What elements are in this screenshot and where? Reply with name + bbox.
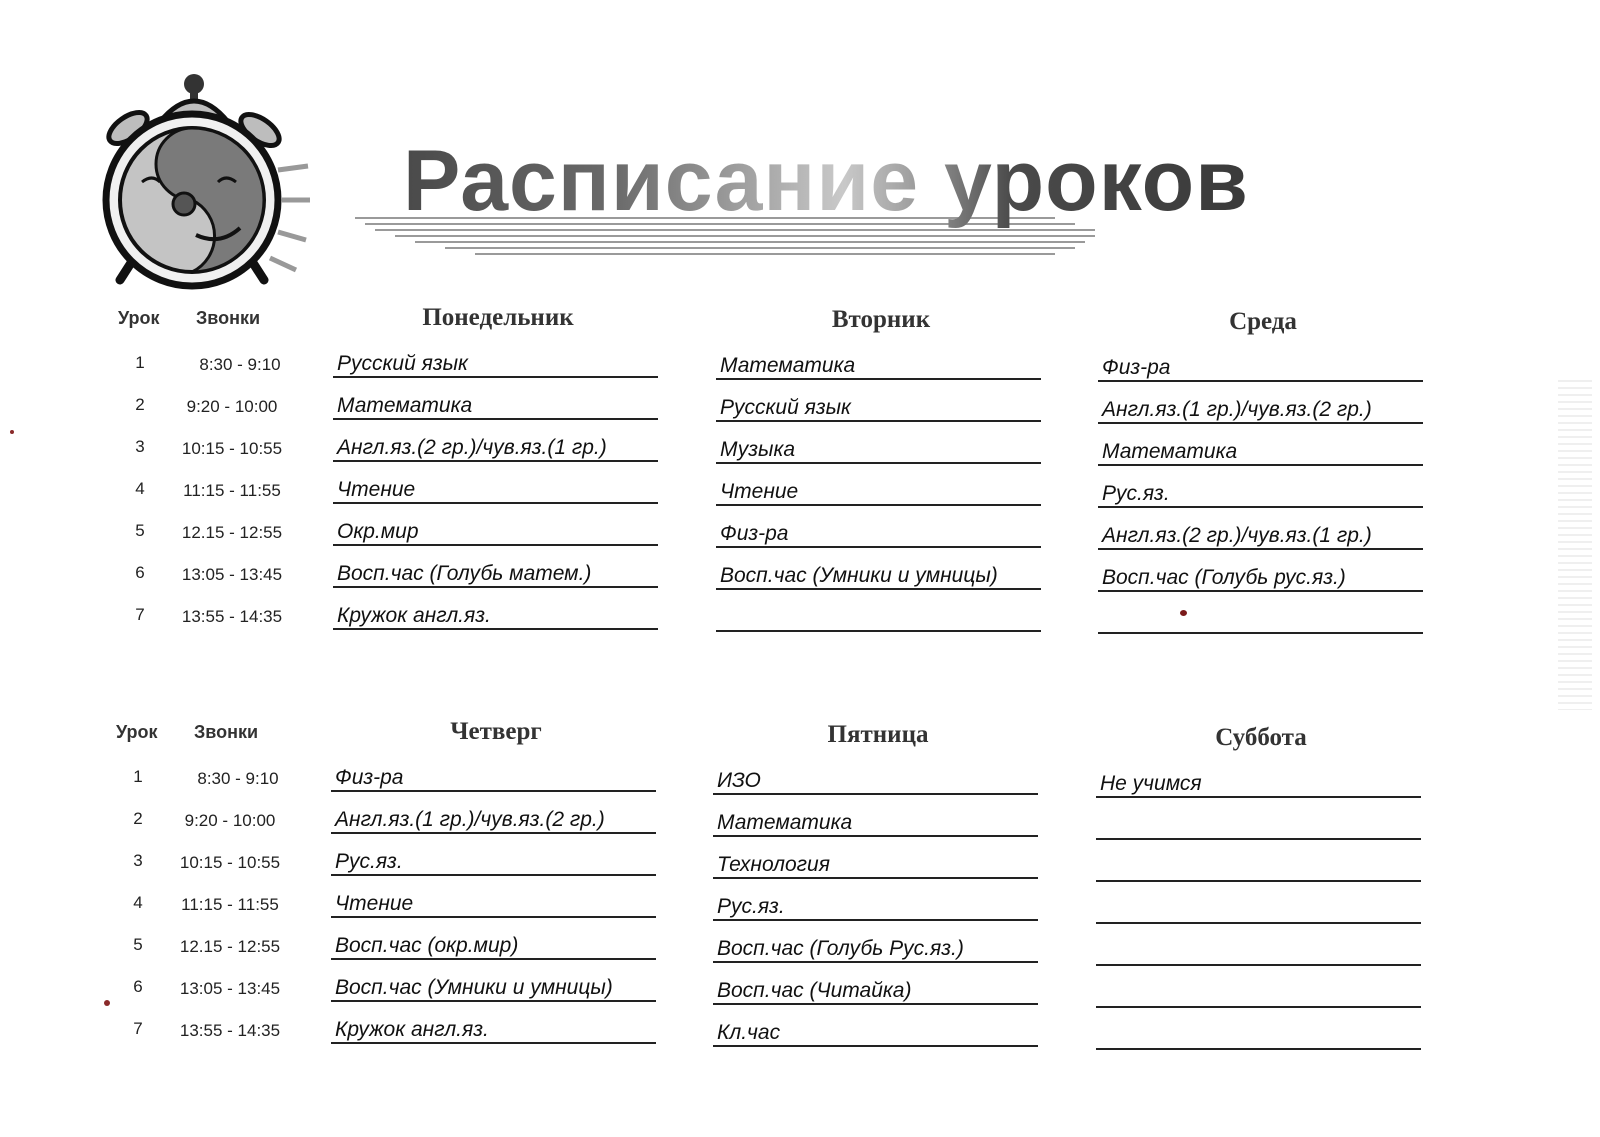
lesson-slot: Рус.яз. <box>331 848 656 876</box>
lesson-slot <box>1096 1022 1421 1050</box>
lesson-slot: Физ-ра <box>716 520 1041 548</box>
bell-time: 10:15 - 10:55 <box>179 853 281 872</box>
bells-header: Звонки <box>194 722 259 742</box>
lesson-number: 1 <box>135 353 145 372</box>
day-title: Понедельник <box>422 304 574 331</box>
alarm-clock-icon <box>100 70 320 295</box>
day-title: Среда <box>1229 308 1297 335</box>
bell-time: 13:55 - 14:35 <box>181 607 283 626</box>
lesson-slot: Чтение <box>333 476 658 504</box>
bell-time: 9:20 - 10:00 <box>186 397 278 416</box>
lesson-slot: Англ.яз.(2 гр.)/чув.яз.(1 гр.) <box>1098 522 1423 550</box>
lesson-slot: Восп.час (окр.мир) <box>331 932 656 960</box>
lesson-slot: Восп.час (Умники и умницы) <box>716 562 1041 590</box>
lesson-slot: Восп.час (Читайка) <box>713 977 1038 1005</box>
lesson-slot: Русский язык <box>333 350 658 378</box>
lesson-slot <box>1096 980 1421 1008</box>
bell-time: 10:15 - 10:55 <box>181 439 283 458</box>
bell-time: 8:30 - 9:10 <box>199 355 281 374</box>
lesson-slot: Англ.яз.(1 гр.)/чув.яз.(2 гр.) <box>331 806 656 834</box>
lesson-slot <box>1096 854 1421 882</box>
bell-time: 13:05 - 13:45 <box>181 565 283 584</box>
lesson-header: Урок <box>116 722 158 742</box>
lesson-number: 3 <box>135 437 145 456</box>
lesson-slot: Англ.яз.(1 гр.)/чув.яз.(2 гр.) <box>1098 396 1423 424</box>
scan-edge-noise <box>1558 380 1592 710</box>
bell-time: 11:15 - 11:55 <box>183 481 281 500</box>
bell-time: 9:20 - 10:00 <box>184 811 276 830</box>
bell-time: 13:05 - 13:45 <box>179 979 281 998</box>
page-title: Расписание уроков <box>403 133 1250 229</box>
day-title: Пятница <box>827 721 929 748</box>
lesson-slot: Чтение <box>331 890 656 918</box>
bells-header: Звонки <box>196 308 261 328</box>
lesson-number: 2 <box>133 809 143 828</box>
schedule-block-top <box>0 300 1600 660</box>
lesson-number: 1 <box>133 767 143 786</box>
lesson-number: 5 <box>135 521 145 540</box>
lesson-slot: Кружок англ.яз. <box>333 602 658 630</box>
title-area <box>355 130 1415 280</box>
lesson-slot: Не учимся <box>1096 770 1421 798</box>
lesson-number: 4 <box>135 479 145 498</box>
lesson-slot: ИЗО <box>713 767 1038 795</box>
lesson-slot: Восп.час (Голубь рус.яз.) <box>1098 564 1423 592</box>
lesson-slot: Чтение <box>716 478 1041 506</box>
lesson-slot: Математика <box>716 352 1041 380</box>
bell-time: 11:15 - 11:55 <box>181 895 279 914</box>
lesson-slot: Рус.яз. <box>713 893 1038 921</box>
lesson-slot: Математика <box>333 392 658 420</box>
lesson-number: 5 <box>133 935 143 954</box>
lesson-number: 6 <box>135 563 145 582</box>
schedule-block-bottom <box>0 714 1600 1074</box>
lesson-slot: Физ-ра <box>1098 354 1423 382</box>
lesson-slot <box>1098 606 1423 634</box>
lesson-number: 7 <box>133 1019 143 1038</box>
lesson-slot <box>716 604 1041 632</box>
scan-speck <box>104 1000 110 1006</box>
day-title: Вторник <box>831 306 931 333</box>
lesson-slot: Восп.час (Голубь матем.) <box>333 560 658 588</box>
lesson-slot <box>1096 812 1421 840</box>
bell-time: 8:30 - 9:10 <box>197 769 279 788</box>
lesson-number: 7 <box>135 605 145 624</box>
day-title: Четверг <box>450 718 542 745</box>
scan-speck <box>10 430 14 434</box>
lesson-slot: Кружок англ.яз. <box>331 1016 656 1044</box>
lesson-number: 6 <box>133 977 143 996</box>
lesson-slot: Технология <box>713 851 1038 879</box>
lesson-number: 4 <box>133 893 143 912</box>
bell-time: 12.15 - 12:55 <box>181 523 283 542</box>
lesson-number: 2 <box>135 395 145 414</box>
lesson-slot: Математика <box>713 809 1038 837</box>
lesson-slot: Англ.яз.(2 гр.)/чув.яз.(1 гр.) <box>333 434 658 462</box>
lesson-slot: Музыка <box>716 436 1041 464</box>
lesson-slot: Математика <box>1098 438 1423 466</box>
bell-time: 13:55 - 14:35 <box>179 1021 281 1040</box>
lesson-slot: Восп.час (Умники и умницы) <box>331 974 656 1002</box>
lesson-slot: Окр.мир <box>333 518 658 546</box>
scan-speck <box>1180 610 1187 616</box>
lesson-number: 3 <box>133 851 143 870</box>
lesson-slot <box>1096 896 1421 924</box>
bell-time: 12.15 - 12:55 <box>179 937 281 956</box>
day-title: Суббота <box>1215 724 1307 751</box>
lesson-header: Урок <box>118 308 160 328</box>
lesson-slot: Физ-ра <box>331 764 656 792</box>
lesson-slot: Кл.час <box>713 1019 1038 1047</box>
lesson-slot: Рус.яз. <box>1098 480 1423 508</box>
lesson-slot <box>1096 938 1421 966</box>
lesson-slot: Восп.час (Голубь Рус.яз.) <box>713 935 1038 963</box>
lesson-slot: Русский язык <box>716 394 1041 422</box>
